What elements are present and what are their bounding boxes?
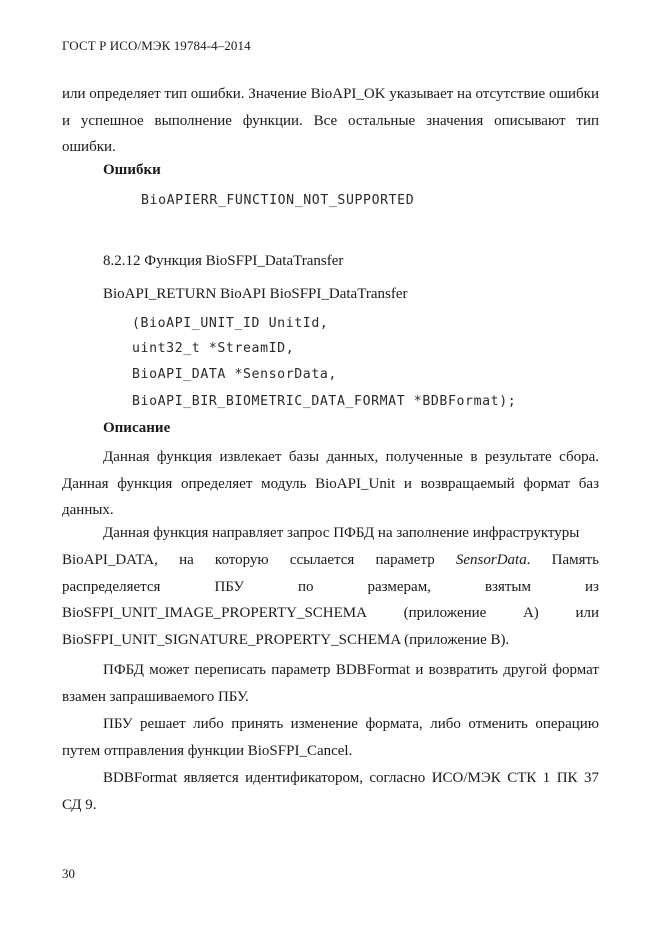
word: ссылается (289, 552, 355, 568)
word: или (575, 605, 599, 621)
description-paragraph-1: Данная функция извлекает базы данных, полученные в результате сбора. Данная функция определяет модуль BioAPI_Unit и возвращаемый формат баз данных. (62, 449, 599, 518)
param-line: BioAPI_DATA *SensorData, (132, 367, 337, 382)
word: на (179, 552, 194, 568)
description-paragraph-2-line-1 (103, 525, 599, 542)
description-paragraph-2-line-4 (62, 605, 599, 622)
param-line: uint32_t *StreamID, (132, 341, 295, 356)
description-heading: Описание (103, 420, 171, 436)
param-name-italic: SensorData (455, 552, 527, 568)
description-paragraph-5: BDBFormat является идентификатором, согласно ИСО/МЭК СТК 1 ПК 37 СД 9. (62, 770, 599, 813)
word: BioSFPI_UNIT_IMAGE_PROPERTY_SCHEMA (62, 605, 367, 621)
word: A) (522, 605, 539, 621)
word: по (297, 579, 314, 595)
word: BioAPI_DATA, (62, 552, 158, 568)
description-paragraph-3: ПФБД может переписать параметр BDBFormat и возвратить другой формат взамен запрашиваемого ПБУ. (62, 662, 599, 705)
param-line: (BioAPI_UNIT_ID UnitId, (132, 316, 329, 331)
word: размерам, (367, 579, 431, 595)
param-line: BioAPI_BIR_BIOMETRIC_DATA_FORMAT *BDBFormat); (132, 394, 517, 409)
word: взятым (484, 579, 531, 595)
word: ПБУ (214, 579, 244, 595)
word-italic-group (456, 552, 531, 569)
text-run: Данная функция направляет запрос ПФБД на заполнение инфраструктуры (103, 525, 580, 541)
intro-paragraph: или определяет тип ошибки. Значение BioAPI_OK указывает на отсутствие ошибки и успешное выполнение функции. Все остальные значения описывают тип ошибки. (62, 86, 599, 155)
word: из (584, 579, 599, 595)
function-signature: BioAPI_RETURN BioAPI BioSFPI_DataTransfer (103, 286, 408, 302)
word: Память (551, 552, 599, 568)
period: . (526, 552, 531, 568)
word: которую (214, 552, 269, 568)
word: параметр (375, 552, 435, 568)
document-header: ГОСТ Р ИСО/МЭК 19784-4–2014 (62, 38, 251, 53)
description-paragraph-2-line-2 (62, 552, 599, 569)
error-code: BioAPIERR_FUNCTION_NOT_SUPPORTED (141, 193, 415, 208)
errors-heading: Ошибки (103, 162, 161, 178)
section-title: 8.2.12 Функция BioSFPI_DataTransfer (103, 253, 344, 269)
page-number: 30 (62, 866, 75, 881)
word: распределяется (62, 579, 161, 595)
word: (приложение (403, 605, 487, 621)
description-paragraph-2-line-3 (62, 579, 599, 596)
description-paragraph-4: ПБУ решает либо принять изменение формата, либо отменить операцию путем отправления функции BioSFPI_Cancel. (62, 716, 599, 759)
description-paragraph-2-line-5: BioSFPI_UNIT_SIGNATURE_PROPERTY_SCHEMA (приложение B). (62, 632, 510, 648)
